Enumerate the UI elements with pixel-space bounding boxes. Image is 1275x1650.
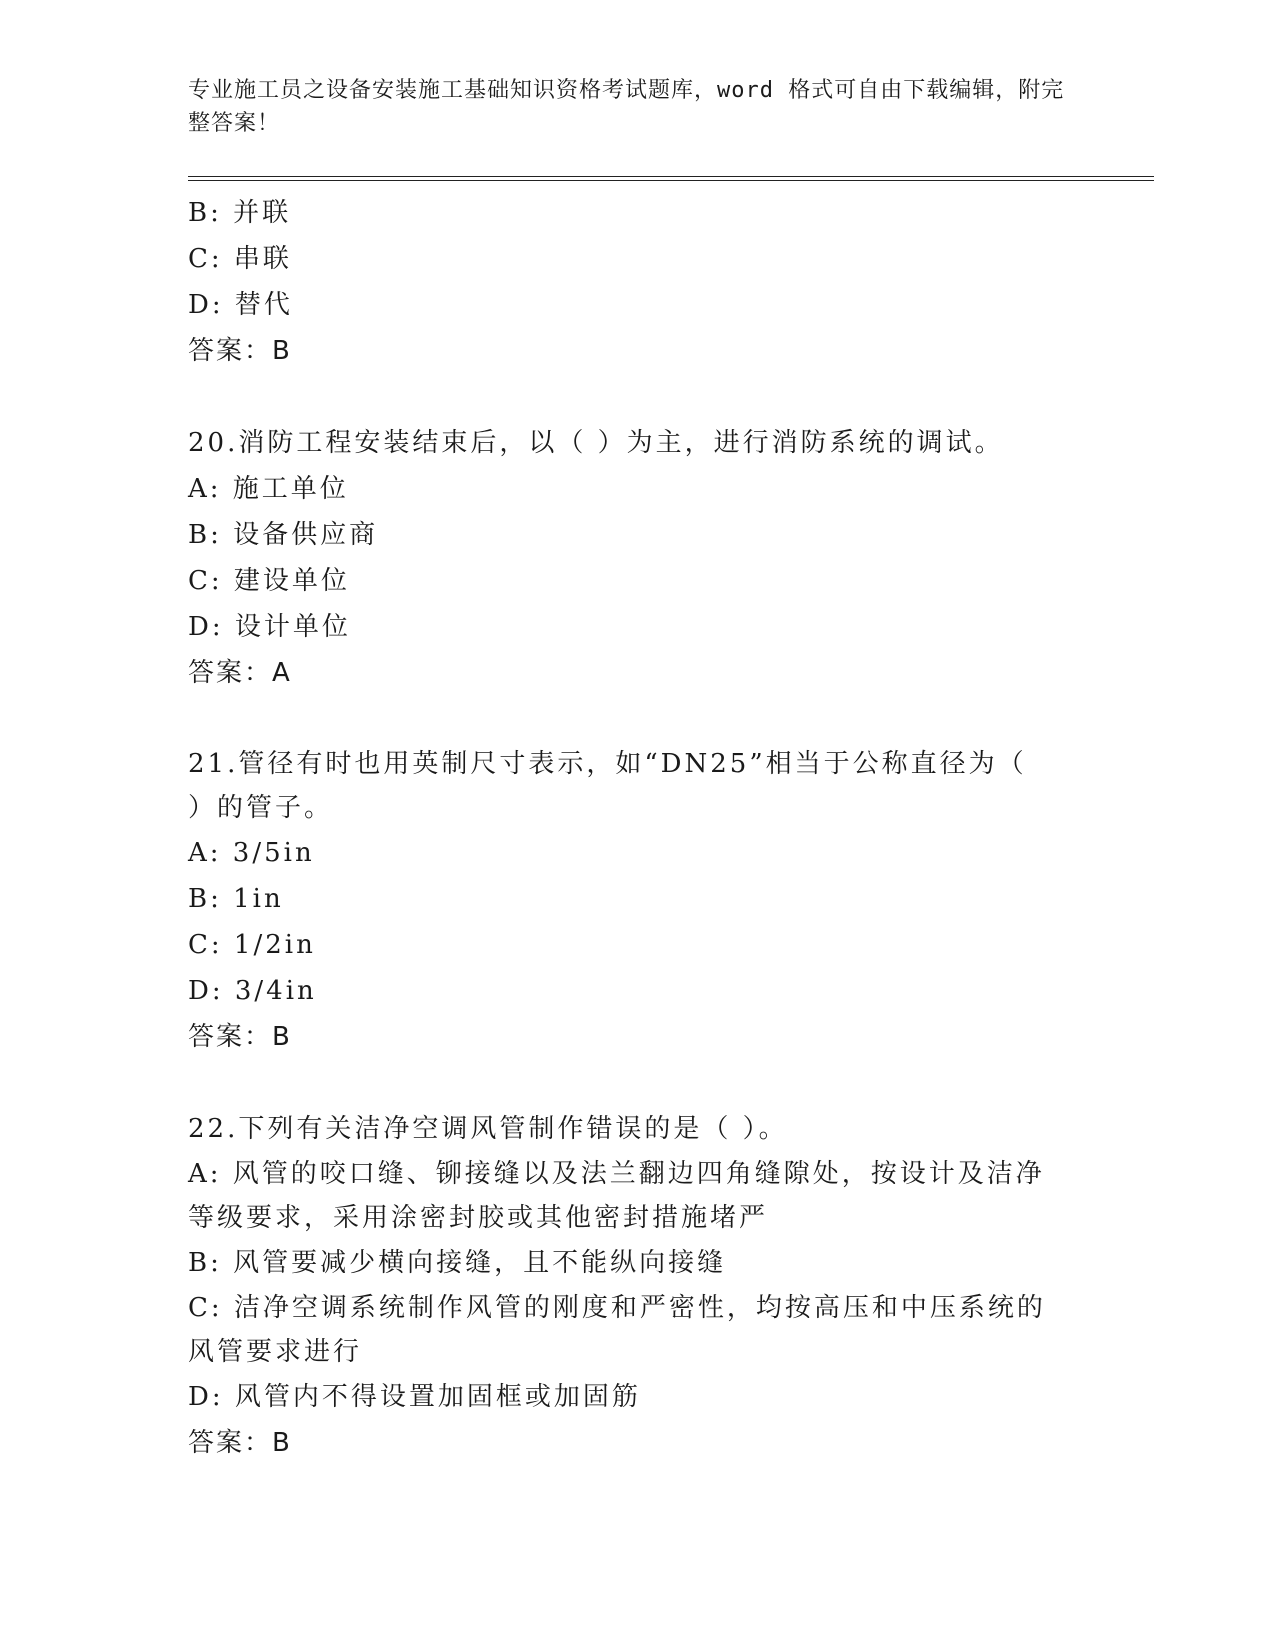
- spacer: [188, 1060, 1088, 1106]
- option-c: C: 串联: [188, 244, 292, 274]
- answer: 答案：B: [188, 336, 292, 366]
- question-stem: 22.下列有关洁净空调风管制作错误的是（ ）。: [188, 1114, 788, 1144]
- document-header: 专业施工员之设备安装施工基础知识资格考试题库，word 格式可自由下载编辑，附完整答案！: [188, 78, 1065, 136]
- question-list: [188, 190, 1088, 1466]
- option-b: B: 并联: [188, 198, 292, 228]
- option-c: C: 1/2in: [188, 930, 316, 960]
- option-d: D: 3/4in: [188, 976, 317, 1006]
- option-c: C: 建设单位: [188, 566, 350, 596]
- option-b: B: 风管要减少横向接缝，且不能纵向接缝: [188, 1248, 727, 1278]
- option-d: D: 替代: [188, 290, 293, 320]
- option-d: D: 风管内不得设置加固框或加固筋: [188, 1382, 641, 1412]
- question-stem: 20.消防工程安装结束后，以（ ）为主，进行消防系统的调试。: [188, 428, 1004, 458]
- option-c: C: 洁净空调系统制作风管的刚度和严密性，均按高压和中压系统的风管要求进行: [188, 1293, 1046, 1367]
- header-divider-top: [188, 176, 1154, 177]
- question-stem: 21.管径有时也用英制尺寸表示，如“DN25”相当于公称直径为（ ）的管子。: [188, 749, 1027, 823]
- answer: 答案：B: [188, 1428, 292, 1458]
- option-d: D: 设计单位: [188, 612, 351, 642]
- answer: 答案：A: [188, 658, 292, 688]
- answer: 答案：B: [188, 1022, 292, 1052]
- option-a: A: 风管的咬口缝、铆接缝以及法兰翻边四角缝隙处，按设计及洁净等级要求，采用涂密封胶或其他密封措施堵严: [188, 1159, 1045, 1233]
- spacer: [188, 696, 1088, 742]
- option-a: A: 3/5in: [188, 838, 315, 868]
- spacer: [188, 374, 1088, 420]
- option-b: B: 1in: [188, 884, 284, 914]
- option-b: B: 设备供应商: [188, 520, 379, 550]
- header-divider-bottom: [188, 180, 1154, 181]
- option-a: A: 施工单位: [188, 474, 349, 504]
